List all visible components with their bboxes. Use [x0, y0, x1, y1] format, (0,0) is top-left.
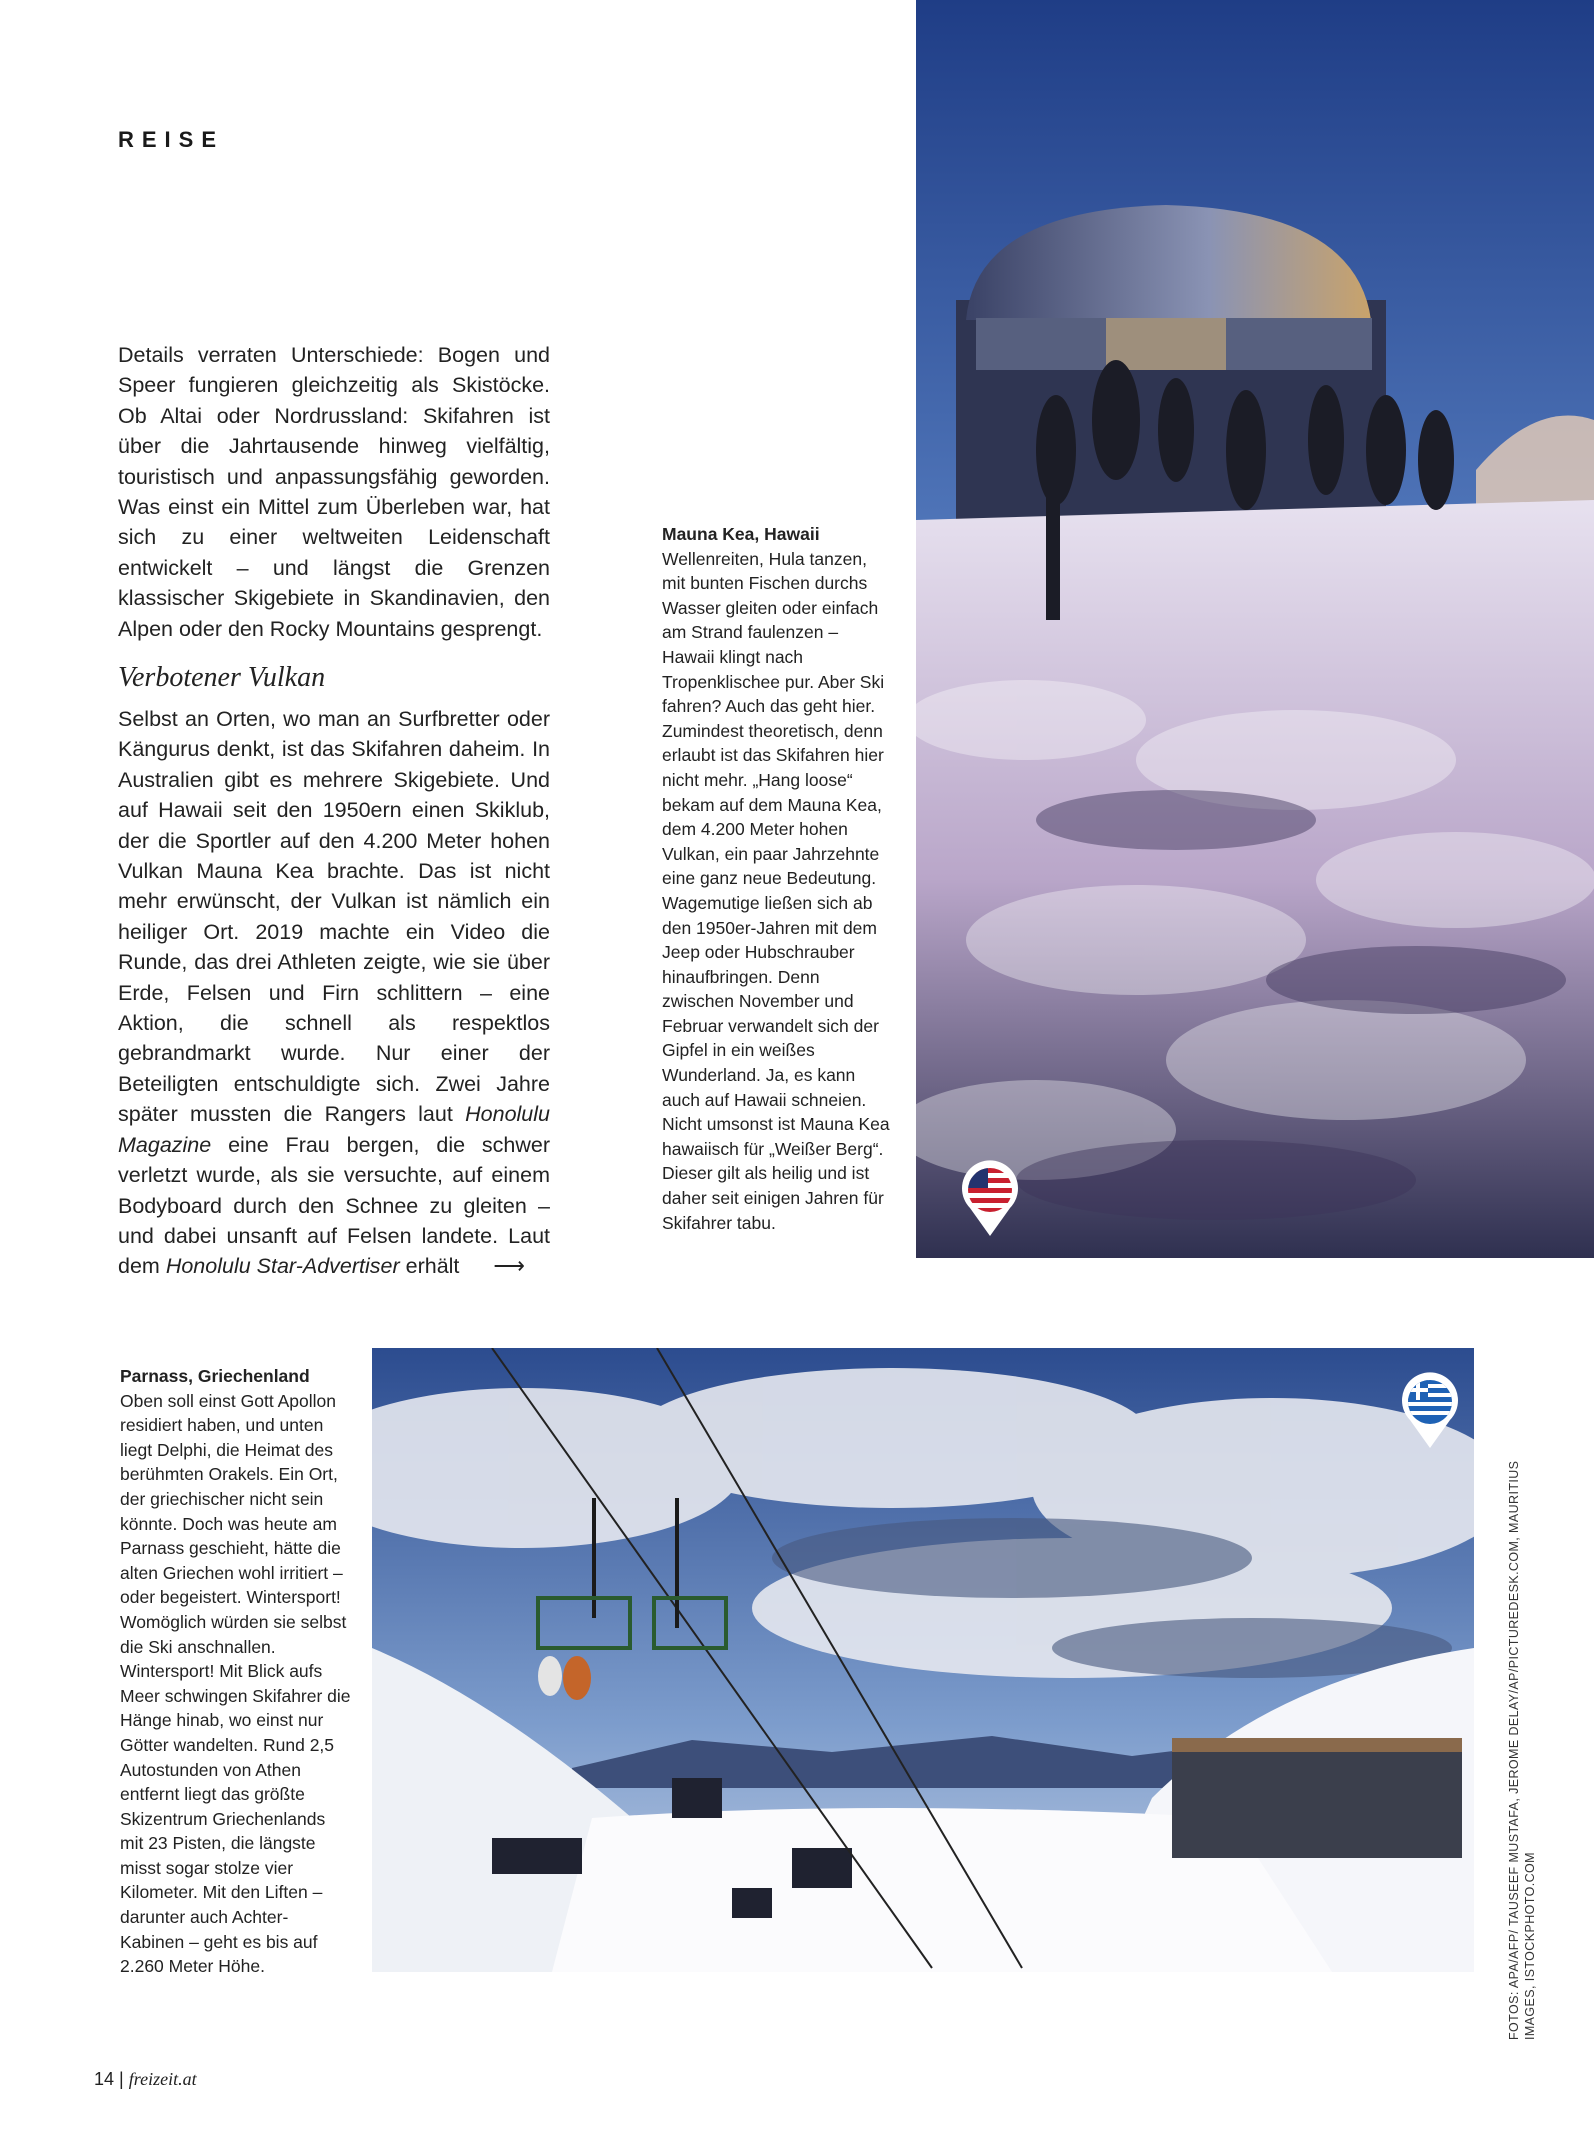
source-honolulu-magazine: Honolulu Magazine	[118, 1102, 550, 1157]
caption-hawaii	[662, 522, 894, 1235]
main-paragraph	[118, 704, 550, 1282]
source-star-advertiser: Honolulu Star-Advertiser	[165, 1254, 400, 1279]
intro-paragraph	[118, 340, 550, 644]
continue-arrow-icon: ⟶	[493, 1253, 525, 1279]
subheading: Verbotener Vulkan	[118, 662, 326, 693]
page-footer	[94, 2069, 197, 2090]
main-text-part1: Selbst an Orten, wo man an Surfbretter oder Kängurus denkt, ist das Skifahren daheim. In Australien gibt es mehrere Skigebiete. Und auf Hawaii seit den 1950ern einen Skiklub, der die Sportler auf den 4.200 Meter hohen Vulkan Mauna Kea brachte. Das ist nicht mehr erwünscht, der Vulkan ist nämlich ein heiliger Ort. 2019 machte ein Video die Runde, das drei Athleten zeigte, wie sie über Erde, Felsen und Firn schlittern – eine Aktion, die schnell als respektlos gebrandmarkt wurde. Nur einer der Beteiligten entschuldigte sich. Zwei Jahre später mussten die Rangers laut	[118, 707, 550, 1127]
intro-text: Details verraten Unterschiede: Bogen und Speer fungieren gleichzeitig als Skistöcke. Ob Altai oder Nordrussland: Skifahren ist über die Jahrtausende hinweg vielfältig, touristisch und anpassungsfähig geworden. Was einst ein Mittel zum Überleben war, hat sich zu einer weltweiten Leidenschaft entwickelt – und längst die Grenzen klassischer Skigebiete in Skandinavien, den Alpen oder den Rocky Mountains gesprengt.	[118, 343, 550, 641]
footer-separator: |	[119, 2069, 124, 2089]
mauna-kea-illustration	[916, 0, 1594, 1258]
caption-hawaii-text: Wellenreiten, Hula tanzen, mit bunten Fischen durchs Wasser gleiten oder einfach am Strand faulenzen – Hawaii klingt nach Tropenklischee pur. Aber Ski fahren? Auch das geht hier. Zumindest theoretisch, denn erlaubt ist das Skifahren hier nicht mehr. „Hang loose“ bekam auf dem Mauna Kea, dem 4.200 Meter hohen Vulkan, ein paar Jahrzehnte eine ganz neue Bedeutung. Wagemutige ließen sich ab den 1950er-Jahren mit dem Jeep oder Hubschrauber hinaufbringen. Denn zwischen November und Februar verwandelt sich der Gipfel in ein weißes Wunderland. Ja, es kann auch auf Hawaii schneien. Nicht umsonst ist Mauna Kea hawaiisch für „Weißer Berg“. Dieser gilt als heilig und ist daher seit einigen Jahren für Skifahrer tabu.	[662, 548, 890, 1233]
photo-mauna-kea	[916, 0, 1594, 1258]
photo-parnass	[372, 1348, 1474, 1972]
footer-brand: freizeit.at	[128, 2069, 197, 2089]
main-text-part3: erhält	[399, 1254, 460, 1279]
parnass-illustration	[372, 1348, 1474, 1972]
caption-greece-title: Parnass, Griechenland	[120, 1366, 310, 1386]
caption-greece	[120, 1364, 352, 1979]
caption-greece-text: Oben soll einst Gott Apollon residiert haben, und unten liegt Delphi, die Heimat des berühmten Orakels. Ein Ort, der griechischer nicht sein könnte. Doch was heute am Parnass geschieht, hätte die alten Griechen wohl irritiert – oder begeistert. Wintersport! Womöglich würden sie selbst die Ski anschnallen. Wintersport! Mit Blick aufs Meer schwingen Skifahrer die Hänge hinab, wo einst nur Götter wandelten. Rund 2,5 Autostunden von Athen entfernt liegt das größte Skizentrum Griechenlands mit 23 Pisten, die längste misst sogar stolze vier Kilometer. Mit den Liften – darunter auch Achter-Kabinen – geht es bis auf 2.260 Meter Höhe.	[120, 1390, 351, 1977]
photo-credit-line2: IMAGES, ISTOCKPHOTO.COM	[1523, 1852, 1537, 2040]
photo-credit-line1: FOTOS: APA/AFP/ TAUSEEF MUSTAFA, JEROME DELAY/AP/PICTUREDESK.COM, MAURITIUS	[1507, 1460, 1521, 2040]
photo-credit	[1506, 1340, 1538, 2040]
page-number: 14	[94, 2069, 115, 2089]
usa-flag-pin-icon	[958, 1160, 1022, 1238]
main-text-part2: eine Frau bergen, die schwer verletzt wurde, als sie versuchte, auf einem Bodyboard durch den Schnee zu gleiten – und dabei unsanft auf Felsen landete. Laut dem	[118, 1132, 550, 1279]
greece-flag-pin-icon	[1398, 1372, 1462, 1450]
section-label: REISE	[118, 127, 225, 152]
caption-hawaii-title: Mauna Kea, Hawaii	[662, 524, 820, 544]
